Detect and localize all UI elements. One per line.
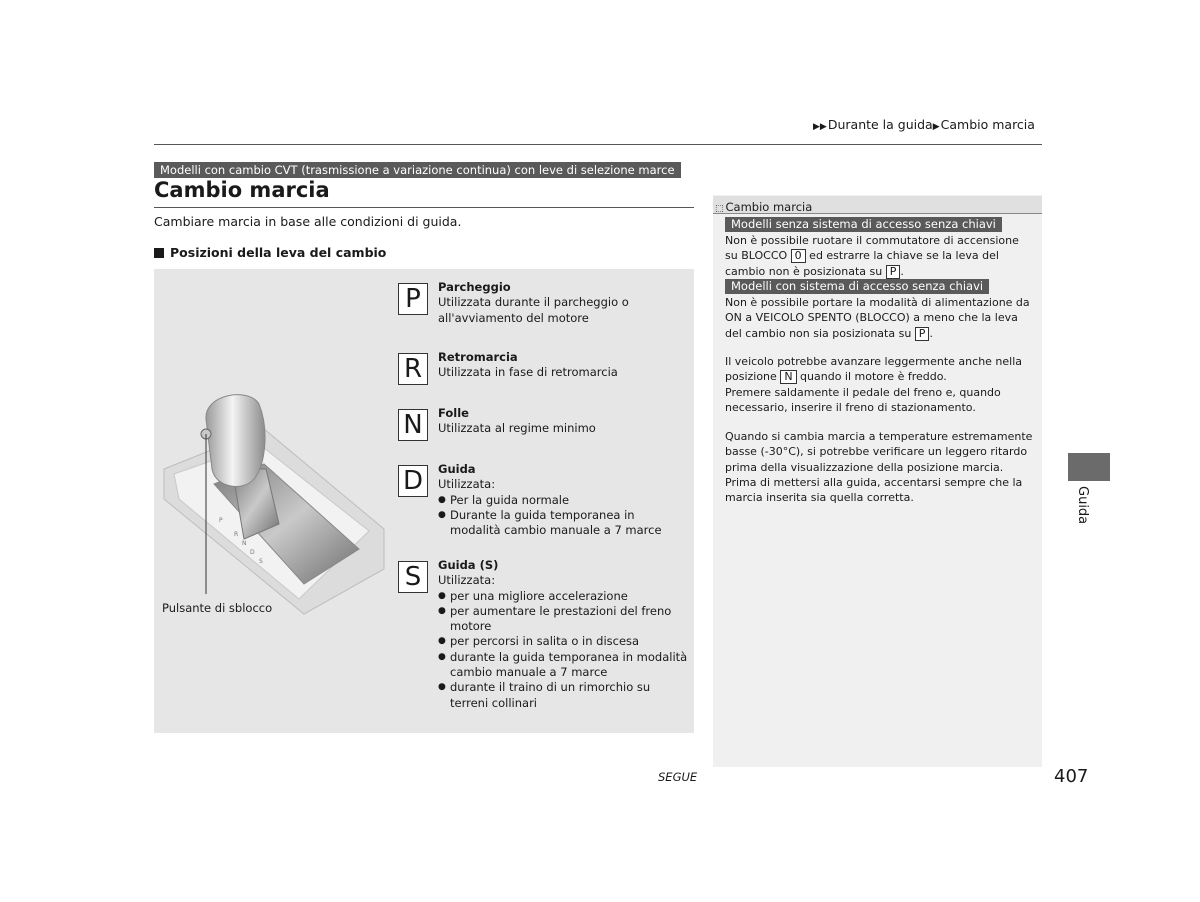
side-text-part: ed estrarre la chiave se la leva del cambio non è posizionata su: [725, 249, 999, 278]
svg-text:P: P: [219, 517, 223, 524]
side-text-part: Premere saldamente il pedale del freno e, quando necessario, inserire il freno di stazionamento.: [725, 385, 1001, 414]
svg-text:R: R: [234, 531, 239, 538]
key-n-box: N: [780, 370, 796, 384]
side-text-part: Il veicolo potrebbe avanzare leggermente anche nella posizione: [725, 355, 1023, 384]
gear-panel: [154, 269, 694, 733]
gear-desc-r: [438, 350, 688, 381]
model-tag: Modelli con cambio CVT (trasmissione a variazione continua) con leve di selezione marce: [154, 162, 681, 178]
gear-desc-d: [438, 462, 688, 538]
breadcrumb-item: Durante la guida: [827, 117, 933, 132]
key-p-box: P: [915, 327, 930, 341]
gear-lever-illustration: [154, 269, 414, 733]
gear-box-n: N: [398, 409, 428, 441]
list-item: ● per aumentare le prestazioni del freno motore: [438, 604, 688, 635]
note-icon: ⬚: [715, 204, 724, 214]
gear-desc-s: [438, 558, 688, 711]
side-tag-keyless-none: Modelli senza sistema di accesso senza chiavi: [725, 217, 1002, 232]
page-number: 407: [1054, 766, 1089, 787]
gear-name: Parcheggio: [438, 280, 511, 294]
side-text-4: Quando si cambia marcia a temperature estremamente basse (-30°C), si potrebbe verificare un leggero ritardo prima della visualizzazione della posizione marcia. Prima di mettersi alla guida, accentarsi sempre che la marcia inserita sia quella corretta.: [725, 430, 1033, 505]
section-heading-label: Posizioni della leva del cambio: [170, 245, 387, 260]
side-note-header: [713, 196, 1042, 214]
chapter-tab-label: Guida: [1075, 486, 1090, 525]
gear-box-s: S: [398, 561, 428, 593]
page-title: Cambio marcia: [154, 178, 330, 202]
list-item: ● durante il traino di un rimorchio su terreni collinari: [438, 680, 688, 711]
gear-description: Utilizzata:: [438, 573, 496, 588]
gear-name: Retromarcia: [438, 350, 518, 364]
svg-text:D: D: [250, 549, 255, 556]
svg-text:S: S: [259, 558, 263, 565]
list-item: ● per percorsi in salita o in discesa: [438, 634, 688, 649]
arrow-icon: ▶: [932, 122, 940, 132]
square-bullet-icon: [154, 248, 164, 258]
side-text-2: Non è possibile portare la modalità di alimentazione da ON a VEICOLO SPENTO (BLOCCO) a meno che la leva del cambio non sia posizionata su P .: [725, 296, 1030, 340]
list-item: ● durante la guida temporanea in modalità cambio manuale a 7 marce: [438, 650, 688, 681]
side-tag-keyless: Modelli con sistema di accesso senza chiavi: [725, 279, 989, 294]
side-note-title: Cambio marcia: [725, 200, 813, 214]
side-text-3: [725, 354, 1035, 415]
header-divider: [154, 144, 1042, 145]
section-heading: [154, 245, 386, 260]
title-divider: [154, 207, 694, 208]
gear-name: Folle: [438, 406, 469, 420]
svg-text:N: N: [242, 540, 247, 547]
list-item: ● Per la guida normale: [438, 493, 688, 508]
breadcrumb: [813, 117, 1035, 132]
side-text-part: Non è possibile portare la modalità di alimentazione da ON a VEICOLO SPENTO (BLOCCO) a meno che la leva del cambio non sia posizionata su: [725, 296, 1030, 340]
side-text-part: quando il motore è freddo.: [800, 370, 947, 384]
gear-box-d: D: [398, 465, 428, 497]
key-0-box: 0: [791, 249, 806, 263]
continued-label: SEGUE: [658, 770, 698, 784]
gear-box-r: R: [398, 353, 428, 385]
gear-name: Guida: [438, 462, 476, 476]
list-item: ● per una migliore accelerazione: [438, 589, 688, 604]
gear-name: Guida (S): [438, 558, 499, 572]
gear-desc-p: [438, 280, 688, 326]
arrow-icon: ▶▶: [813, 122, 827, 132]
gear-description: Utilizzata durante il parcheggio o all'avviamento del motore: [438, 295, 629, 325]
gear-description: Utilizzata:: [438, 477, 496, 492]
release-button-label: Pulsante di sblocco: [162, 601, 273, 615]
gear-description: Utilizzata in fase di retromarcia: [438, 365, 618, 380]
gear-box-p: P: [398, 283, 428, 315]
gear-desc-n: [438, 406, 688, 437]
chapter-tab: [1068, 453, 1110, 481]
key-p-box: P: [886, 265, 901, 279]
gear-description: Utilizzata al regime minimo: [438, 421, 596, 436]
side-text-1: Non è possibile ruotare il commutatore di accensione su BLOCCO 0 ed estrarre la chiave se la leva del cambio non è posizionata su P .: [725, 234, 1019, 278]
list-item: ● Durante la guida temporanea in modalità cambio manuale a 7 marce: [438, 508, 688, 539]
breadcrumb-item: Cambio marcia: [940, 117, 1035, 132]
intro-text: Cambiare marcia in base alle condizioni di guida.: [154, 214, 462, 229]
side-text-part: Non è possibile ruotare il commutatore di accensione su BLOCCO: [725, 234, 1019, 263]
